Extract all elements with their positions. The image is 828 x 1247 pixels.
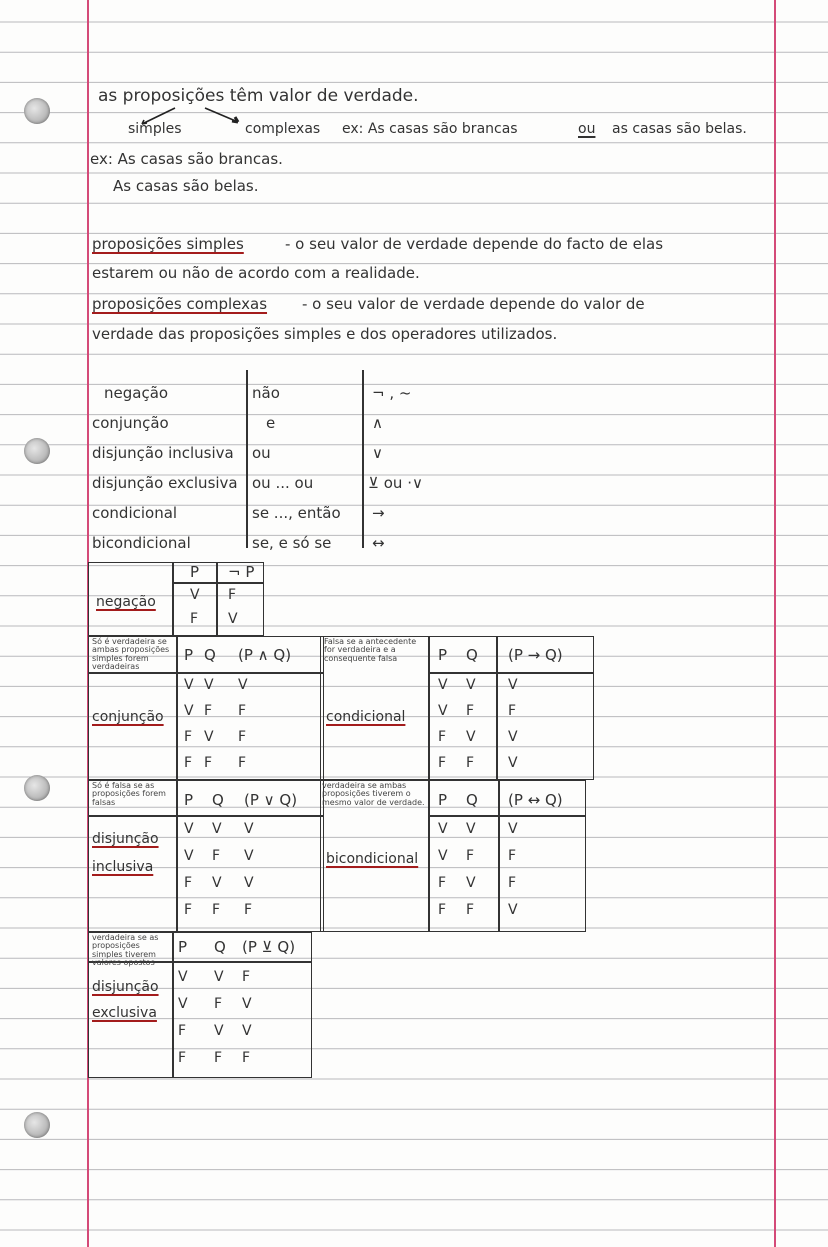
bicondicional-cell: F <box>466 848 475 864</box>
simples-term: proposições simples <box>92 235 244 253</box>
disj_exclusiva-label: disjunção <box>92 979 159 995</box>
disj_inclusiva-note: Só é falsa se as proposições forem falsas <box>92 781 166 807</box>
complexas-definition-1: - o seu valor de verdade depende do valor de <box>302 295 645 313</box>
disj_exclusiva-cell: F <box>242 1050 251 1066</box>
bicondicional-cell: V <box>438 821 448 837</box>
condicional-cell: V <box>438 677 448 693</box>
conjuncao-cell: F <box>204 755 213 771</box>
disj_inclusiva-cell: V <box>244 848 254 864</box>
disj_inclusiva-cell: V <box>244 875 254 891</box>
binder-hole <box>24 98 50 124</box>
disj_exclusiva-header: Q <box>214 938 226 956</box>
conjuncao-cell: V <box>238 677 248 693</box>
simple-example-1: ex: As casas são brancas. <box>90 150 283 168</box>
negacao-label: negação <box>96 594 156 610</box>
negacao-divider <box>172 562 174 636</box>
condicional-header: Q <box>466 646 478 664</box>
disj_exclusiva-cell: F <box>214 996 223 1012</box>
disj_inclusiva-cell: V <box>184 848 194 864</box>
disj_inclusiva-header: P <box>184 791 194 809</box>
disj_inclusiva-header: (P ∨ Q) <box>244 791 298 809</box>
disj_inclusiva-cell: F <box>212 902 221 918</box>
bicondicional-cell: F <box>438 875 447 891</box>
bicondicional-cell: V <box>466 821 476 837</box>
operator-symbol: ∧ <box>372 414 383 432</box>
binder-hole <box>24 438 50 464</box>
conjuncao-label: conjunção <box>92 709 164 725</box>
operator-symbol: ∨ <box>372 444 383 462</box>
operator-word: e <box>266 414 276 432</box>
negacao-header: P <box>190 563 200 581</box>
bicondicional-cell: F <box>508 875 517 891</box>
operator-word: não <box>252 384 280 402</box>
binder-hole <box>24 775 50 801</box>
conjuncao-divider <box>88 672 324 674</box>
disj_inclusiva-cell: V <box>212 821 222 837</box>
condicional-cell: V <box>508 677 518 693</box>
condicional-cell: F <box>466 755 475 771</box>
disj_inclusiva-cell: F <box>184 902 193 918</box>
bicondicional-divider <box>428 815 586 817</box>
disj_exclusiva-cell: V <box>178 969 188 985</box>
disj_exclusiva-cell: F <box>214 1050 223 1066</box>
negacao-cell: V <box>228 611 238 627</box>
disj_exclusiva-cell: V <box>178 996 188 1012</box>
condicional-cell: V <box>508 755 518 771</box>
disj_exclusiva-note: verdadeira se as proposições simples tiverem valores opostos <box>92 933 159 968</box>
disj_exclusiva-cell: V <box>214 1023 224 1039</box>
disj_exclusiva-cell: F <box>178 1023 187 1039</box>
conjuncao-note: Só é verdadeira se ambas proposições simples forem verdadeiras <box>92 637 170 672</box>
disj_exclusiva-cell: V <box>242 1023 252 1039</box>
disj_inclusiva-cell: F <box>212 848 221 864</box>
operator-name: condicional <box>92 504 178 522</box>
operator-name: conjunção <box>92 414 169 432</box>
condicional-cell: V <box>466 677 476 693</box>
complexa-example-end: as casas são belas. <box>612 121 747 137</box>
conjuncao-divider <box>176 636 178 780</box>
conjuncao-cell: F <box>238 729 247 745</box>
negacao-cell: F <box>228 587 237 603</box>
operator-symbol: ↔ <box>372 534 385 552</box>
disj_inclusiva-header: Q <box>212 791 224 809</box>
complexas-definition-2: verdade das proposições simples e dos operadores utilizados. <box>92 325 558 343</box>
simples-branch: simples <box>128 121 182 137</box>
complexas-branch: complexas <box>245 121 321 137</box>
condicional-cell: F <box>508 703 517 719</box>
operator-name: disjunção inclusiva <box>92 444 234 462</box>
conjuncao-cell: F <box>204 703 213 719</box>
conjuncao-cell: V <box>184 677 194 693</box>
bicondicional-cell: F <box>438 902 447 918</box>
disj_inclusiva-cell: V <box>244 821 254 837</box>
operators-divider <box>362 370 364 548</box>
disj_inclusiva-cell: F <box>184 875 193 891</box>
disj_inclusiva-cell: F <box>244 902 253 918</box>
conjuncao-cell: V <box>204 729 214 745</box>
disj_exclusiva-cell: V <box>242 996 252 1012</box>
conjuncao-cell: V <box>184 703 194 719</box>
bicondicional-cell: F <box>508 848 517 864</box>
bicondicional-header: (P ↔ Q) <box>508 791 563 809</box>
negacao-cell: F <box>190 611 199 627</box>
bicondicional-cell: V <box>466 875 476 891</box>
disj_inclusiva-divider <box>88 815 324 817</box>
disj_exclusiva-cell: V <box>214 969 224 985</box>
negacao-divider <box>172 582 264 584</box>
disj_exclusiva-cell: F <box>242 969 251 985</box>
disj_exclusiva-cell: F <box>178 1050 187 1066</box>
condicional-header: P <box>438 646 448 664</box>
disj_inclusiva-label: disjunção <box>92 831 159 847</box>
bicondicional-cell: V <box>508 902 518 918</box>
bicondicional-cell: V <box>508 821 518 837</box>
simples-definition-1: - o seu valor de verdade depende do facto de elas <box>285 235 664 253</box>
ou-word: ou <box>578 121 596 137</box>
conjuncao-cell: F <box>184 755 193 771</box>
bicondicional-label: bicondicional <box>326 851 419 867</box>
disj_inclusiva-cell: V <box>212 875 222 891</box>
negacao-divider <box>216 562 218 636</box>
disj_inclusiva-divider <box>176 780 178 932</box>
condicional-cell: F <box>466 703 475 719</box>
disj_inclusiva-label: inclusiva <box>92 859 154 875</box>
condicional-label: condicional <box>326 709 406 725</box>
conjuncao-cell: F <box>238 703 247 719</box>
disj_inclusiva-cell: V <box>184 821 194 837</box>
binder-hole <box>24 1112 50 1138</box>
conjuncao-cell: F <box>184 729 193 745</box>
operator-name: disjunção exclusiva <box>92 474 238 492</box>
condicional-cell: F <box>438 729 447 745</box>
condicional-divider <box>428 672 594 674</box>
complexa-example: ex: As casas são brancas <box>342 121 518 137</box>
operator-name: bicondicional <box>92 534 191 552</box>
conjuncao-header: P <box>184 646 194 664</box>
bicondicional-cell: V <box>438 848 448 864</box>
bicondicional-note: verdadeira se ambas proposições tiverem o mesmo valor de verdade. <box>322 781 425 807</box>
operator-symbol: ¬ , ~ <box>372 384 412 402</box>
condicional-header: (P → Q) <box>508 646 563 664</box>
conjuncao-header: (P ∧ Q) <box>238 646 292 664</box>
condicional-cell: F <box>438 755 447 771</box>
condicional-cell: V <box>438 703 448 719</box>
operators-divider <box>246 370 248 548</box>
disj_exclusiva-label: exclusiva <box>92 1005 157 1021</box>
complexas-term: proposições complexas <box>92 295 268 313</box>
operator-word: se, e só se <box>252 534 332 552</box>
condicional-cell: V <box>466 729 476 745</box>
bicondicional-divider <box>498 780 500 932</box>
intro-line: as proposições têm valor de verdade. <box>98 86 419 106</box>
conjuncao-header: Q <box>204 646 216 664</box>
disj_exclusiva-divider <box>172 932 174 1078</box>
disj_exclusiva-header: (P ⊻ Q) <box>242 938 296 956</box>
bicondicional-cell: F <box>466 902 475 918</box>
operator-symbol: → <box>372 504 385 522</box>
condicional-divider <box>496 636 498 780</box>
operator-word: ou ... ou <box>252 474 314 492</box>
simple-example-2: As casas são belas. <box>113 177 259 195</box>
conjuncao-cell: F <box>238 755 247 771</box>
condicional-cell: V <box>508 729 518 745</box>
simples-definition-2: estarem ou não de acordo com a realidade. <box>92 264 420 282</box>
operator-word: ou <box>252 444 271 462</box>
operator-symbol: ⊻ ou ·∨ <box>368 474 423 492</box>
disj_exclusiva-header: P <box>178 938 188 956</box>
bicondicional-header: P <box>438 791 448 809</box>
bicondicional-divider <box>428 780 430 932</box>
conjuncao-cell: V <box>204 677 214 693</box>
operator-word: se ..., então <box>252 504 341 522</box>
operator-name: negação <box>104 384 169 402</box>
negacao-header: ¬ P <box>228 563 255 581</box>
condicional-note: Falsa se a antecedente for verdadeira e a consequente falsa <box>324 637 417 663</box>
negacao-cell: V <box>190 587 200 603</box>
bicondicional-header: Q <box>466 791 478 809</box>
condicional-divider <box>428 636 430 780</box>
